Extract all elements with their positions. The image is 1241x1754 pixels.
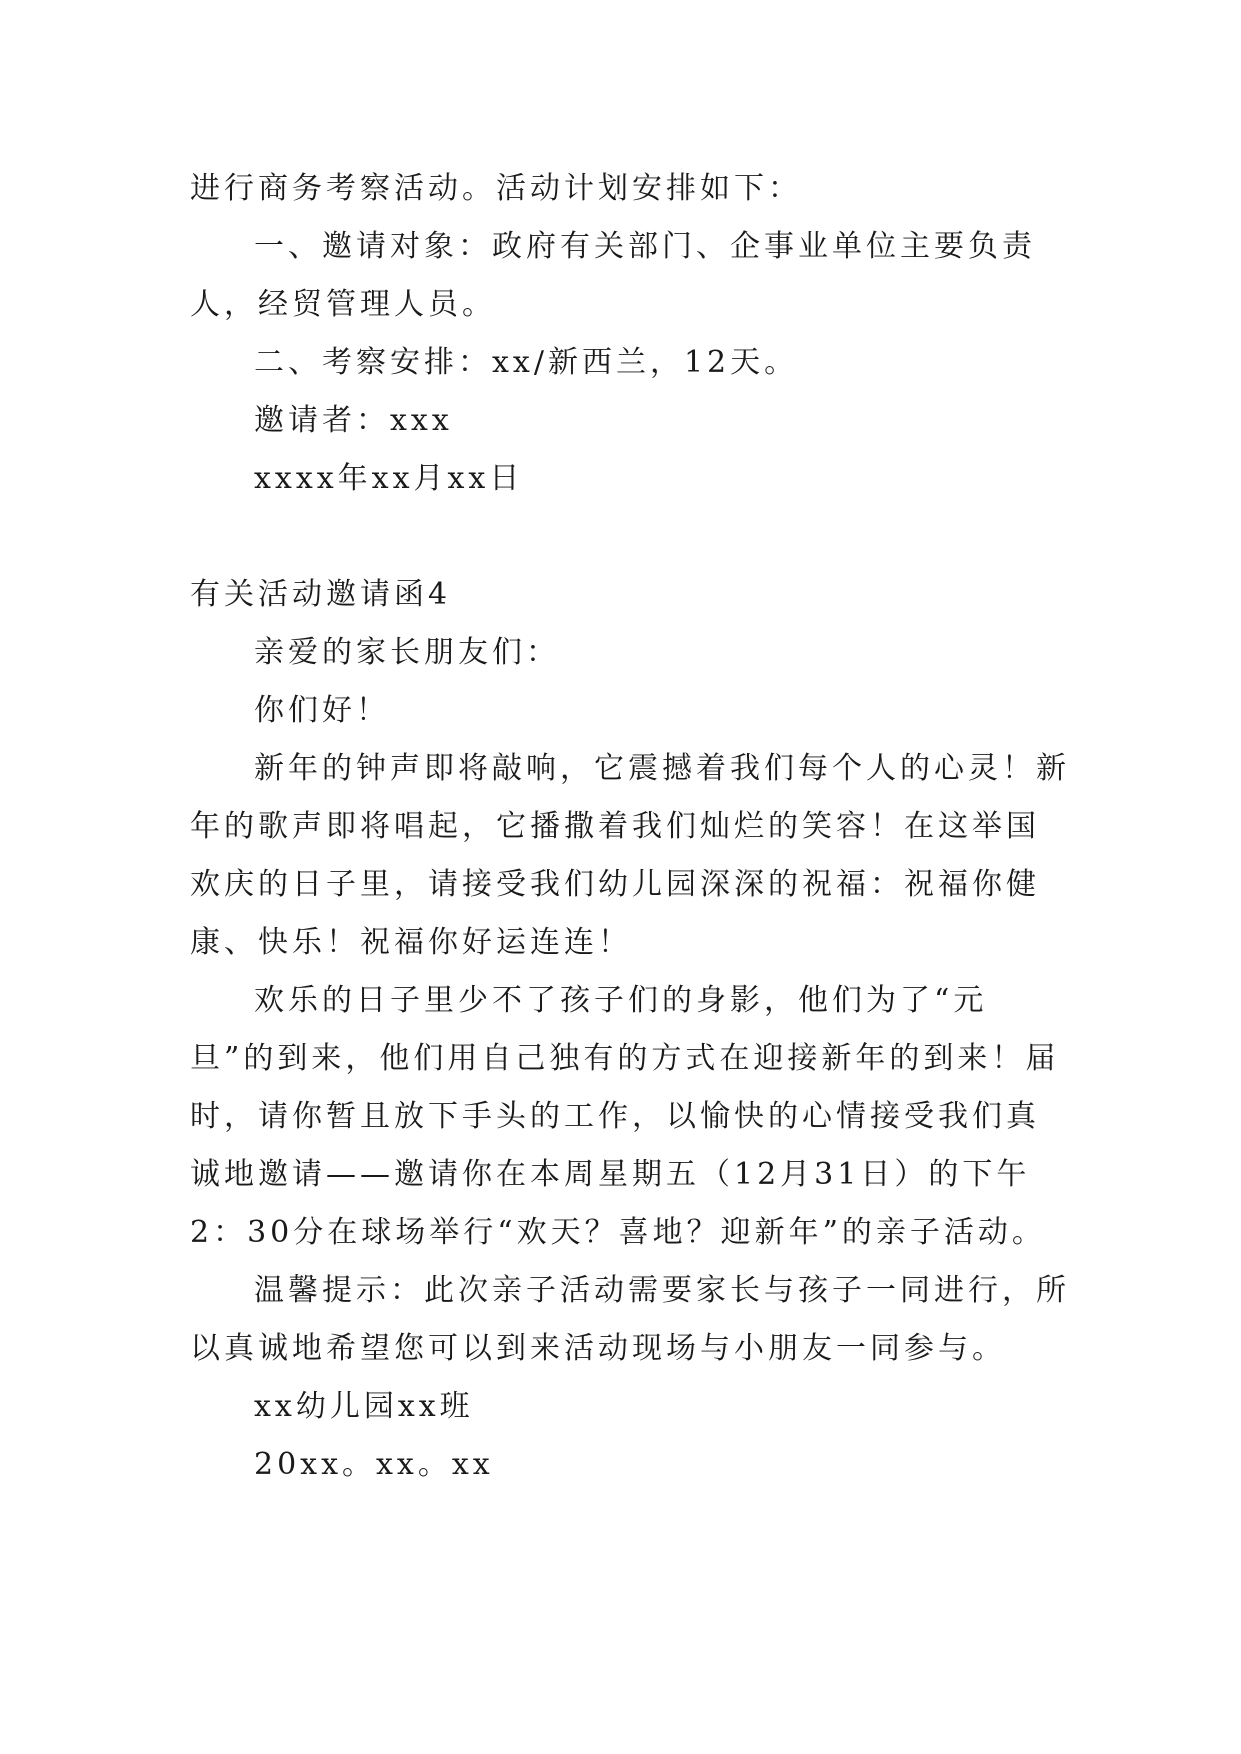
inviter-line: 邀请者：xxx (254, 403, 453, 438)
new-year-paragraph: 新年的钟声即将敲响，它震撼着我们每个人的心灵！新年的歌声即将唱起，它播撒着我们灿烂的笑容！在这举国欢庆的日子里，请接受我们幼儿园深深的祝福：祝福你健康、快乐！祝福你好运连连！ (190, 751, 1070, 960)
intro-line: 进行商务考察活动。活动计划安排如下： (190, 171, 802, 206)
reminder-paragraph: 温馨提示：此次亲子活动需要家长与孩子一同进行，所以真诚地希望您可以到来活动现场与小朋友一同参与。 (190, 1273, 1070, 1366)
inspection-arrangement-paragraph: 二、考察安排：xx/新西兰，12天。 (254, 345, 799, 380)
event-invitation-paragraph: 欢乐的日子里少不了孩子们的身影，他们为了“元旦”的到来，他们用自己独有的方式在迎接新年的到来！届时，请你暂且放下手头的工作，以愉快的心情接受我们真诚地邀请——邀请你在本周星期五（12月31日）的下午2：30分在球场举行“欢天？喜地？迎新年”的亲子活动。 (190, 983, 1060, 1250)
section-gap (190, 508, 1070, 566)
invitation-target-paragraph: 一、邀请对象：政府有关部门、企事业单位主要负责人，经贸管理人员。 (190, 229, 1036, 322)
closing-date-line: 20xx。xx。xx (254, 1447, 494, 1482)
section-title: 有关活动邀请函4 (190, 577, 452, 612)
salutation: 亲爱的家长朋友们： (254, 635, 560, 670)
document-body (190, 160, 1070, 1494)
sender-line: xx幼儿园xx班 (254, 1389, 474, 1424)
greeting: 你们好！ (254, 693, 390, 728)
date-line: xxxx年xx月xx日 (254, 461, 524, 496)
